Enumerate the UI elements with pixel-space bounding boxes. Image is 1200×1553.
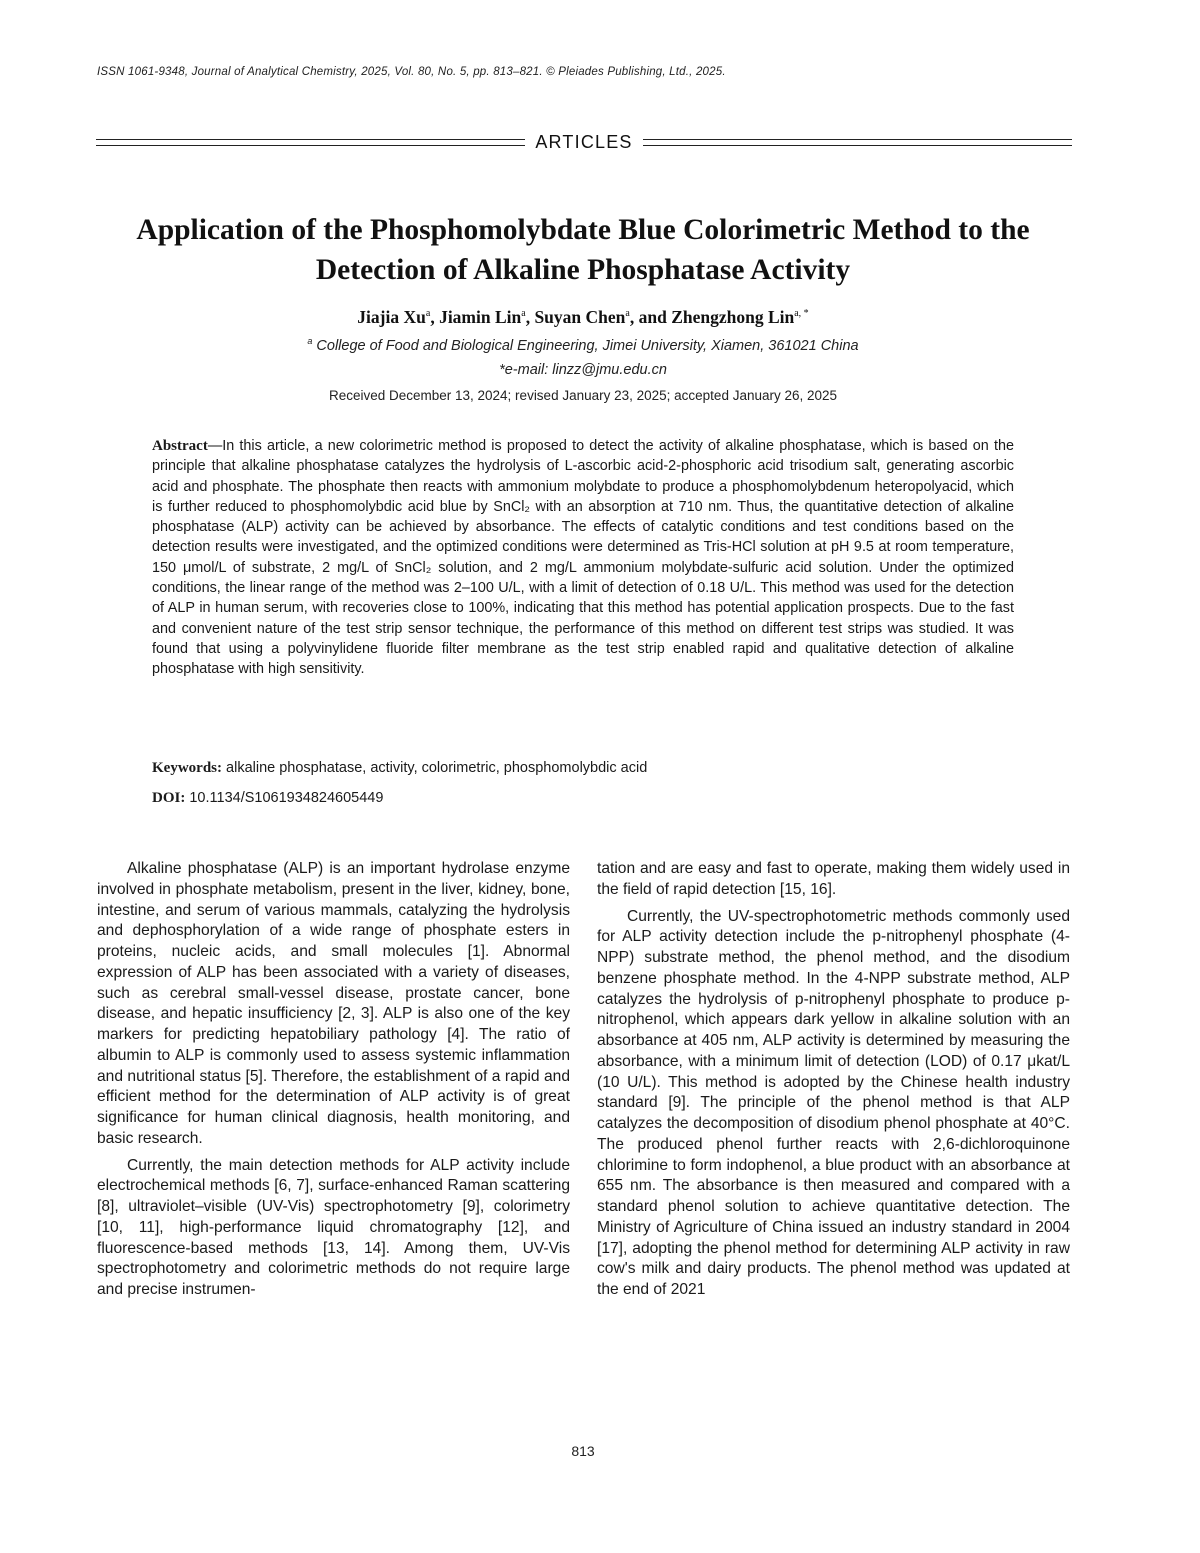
body-paragraph: Alkaline phosphatase (ALP) is an important hydrolase enzyme involved in phosphate metabolism, present in the liver, kidney, bone, intestine, and serum of various mammals, catalyzing the hydrolysis and dephosphorylation of a wide range of phosphate esters in proteins, nucleic acids, and small molecules [1]. Abnormal expression of ALP has been associated with a variety of diseases, such as cerebral small-vessel disease, prostate cancer, bone disease, and hepatic insufficiency [2, 3]. ALP is also one of the key markers for predicting hepatobiliary pathology [4]. The ratio of albumin to ALP is commonly used to assess systemic inflammation and nutritional status [5]. Therefore, the establishment of a rapid and efficient method for the determination of ALP activity is of great significance for human clinical diagnosis, health monitoring, and basic research. bbox=[97, 860, 570, 1147]
author-separator: , bbox=[430, 307, 440, 327]
section-rule-right bbox=[643, 139, 1072, 146]
affiliation-mark: a bbox=[307, 336, 313, 346]
section-label: ARTICLES bbox=[535, 131, 633, 152]
author-affiliation-mark: a bbox=[625, 308, 630, 320]
keywords-label: Keywords: bbox=[152, 760, 222, 776]
author-affiliation-mark: a, * bbox=[794, 308, 809, 320]
author-name: Jiajia Xu bbox=[357, 307, 426, 327]
affiliation-text: College of Food and Biological Engineering, Jimei University, Xiamen, 361021 China bbox=[316, 337, 859, 354]
section-rule-left bbox=[96, 139, 525, 146]
author-affiliation-mark: a bbox=[521, 308, 526, 320]
abstract-label: Abstract bbox=[152, 438, 208, 454]
section-header bbox=[96, 130, 1072, 154]
author-list bbox=[100, 307, 1066, 328]
affiliation bbox=[100, 336, 1066, 354]
author-separator: , and bbox=[629, 307, 672, 327]
body-paragraph-continued: tation and are easy and fast to operate, making them widely used in the field of rapid detection [15, 16]. bbox=[597, 860, 1070, 898]
abstract bbox=[152, 436, 1014, 680]
doi bbox=[152, 790, 1014, 807]
author-separator: , bbox=[525, 307, 535, 327]
journal-citation: ISSN 1061-9348, Journal of Analytical Chemistry, 2025, Vol. 80, No. 5, pp. 813–821. © Pleiades Publishing, Ltd., 2025. bbox=[97, 66, 726, 78]
body-column-right bbox=[597, 859, 1070, 1307]
received-dates: Received December 13, 2024; revised January 23, 2025; accepted January 26, 2025 bbox=[328, 388, 838, 403]
doi-label: DOI: bbox=[152, 790, 186, 806]
author-name: Jiamin Lin bbox=[439, 307, 522, 327]
author-affiliation-mark: a bbox=[425, 308, 431, 320]
corresponding-email: *e-mail: linzz@jmu.edu.cn bbox=[499, 362, 667, 378]
author-name: Suyan Chen bbox=[534, 307, 626, 327]
body-paragraph: Currently, the UV-spectrophotometric methods commonly used for ALP activity detection include the p-nitrophenyl phosphate (4-NPP) substrate method, the phenol method, and the disodium benzene phosphate method. In the 4-NPP substrate method, ALP catalyzes the hydrolysis of p-nitrophenyl phosphate to produce p-nitrophenol, which appears dark yellow in alkaline solution with an absorbance at 405 nm, ALP activity is determined by measuring the absorbance, with a minimum limit of detection (LOD) of 0.17 μkat/L (10 U/L). This method is adopted by the Chinese health industry standard [9]. The principle of the phenol method is that ALP catalyzes the decomposition of disodium phenol phosphate at 40°C. The produced phenol further reacts with 2,6-dichloroquinone chlorimine to form indophenol, a blue product with an absorbance at 655 nm. The absorbance is then measured and compared with a standard phenol solution to achieve quantitative detection. The Ministry of Agriculture of China issued an industry standard in 2004 [17], adopting the phenol method for determining ALP activity in raw cow's milk and dairy products. The phenol method was updated at the end of 2021 bbox=[597, 907, 1070, 1298]
doi-text: 10.1134/S1061934824605449 bbox=[185, 790, 384, 806]
author-name: Zhengzhong Lin bbox=[671, 307, 795, 327]
body-column-left bbox=[97, 859, 570, 1307]
keywords bbox=[152, 760, 1014, 777]
body-paragraph: Currently, the main detection methods for ALP activity include electrochemical methods [6, 7], surface-enhanced Raman scattering [8], ultraviolet–visible (UV-Vis) spectrophotometry [9], colorimetry [10, 11], high-performance liquid chromatography [12], and fluorescence-based methods [13, 14]. Among them, UV-Vis spectrophotometry and colorimetric methods do not require large and precise instrumen- bbox=[97, 1156, 570, 1298]
abstract-text: —In this article, a new colorimetric method is proposed to detect the activity of alkaline phosphatase, which is based on the principle that alkaline phosphatase catalyzes the hydrolysis of L-ascorbic acid-2-phosphoric acid trisodium salt, generating ascorbic acid and phosphate. The phosphate then reacts with ammonium molybdate to produce a phosphomolybdenum heteropolyacid, which is further reduced to phosphomolybdic acid blue by SnCl₂ with an absorption at 710 nm. Thus, the quantitative detection of alkaline phosphatase (ALP) activity can be achieved by absorbance. The effects of catalytic conditions and test conditions based on the detection results were investigated, and the optimized conditions were determined as Tris-HCl solution at pH 9.5 at room temperature, 150 μmol/L of substrate, 2 mg/L of SnCl₂ solution, and 2 mg/L ammonium molybdate-sulfuric acid solution. Under the optimized conditions, the linear range of the method was 2–100 U/L, with a limit of detection of 0.18 U/L. This method was used for the detection of ALP in human serum, with recoveries close to 100%, indicating that this method has potential application prospects. Due to the fast and convenient nature of the test strip sensor technique, the performance of this method on different test strips was studied. It was found that using a polyvinylidene fluoride filter membrane as the test strip enabled rapid and qualitative detection of alkaline phosphatase with high sensitivity. bbox=[152, 438, 1014, 678]
keywords-text: alkaline phosphatase, activity, colorimetric, phosphomolybdic acid bbox=[222, 760, 648, 776]
article-title: Application of the Phosphomolybdate Blue Colorimetric Method to the Detection of Alkaline Phosphatase Activity bbox=[136, 214, 1030, 286]
page-number: 813 bbox=[571, 1443, 595, 1459]
